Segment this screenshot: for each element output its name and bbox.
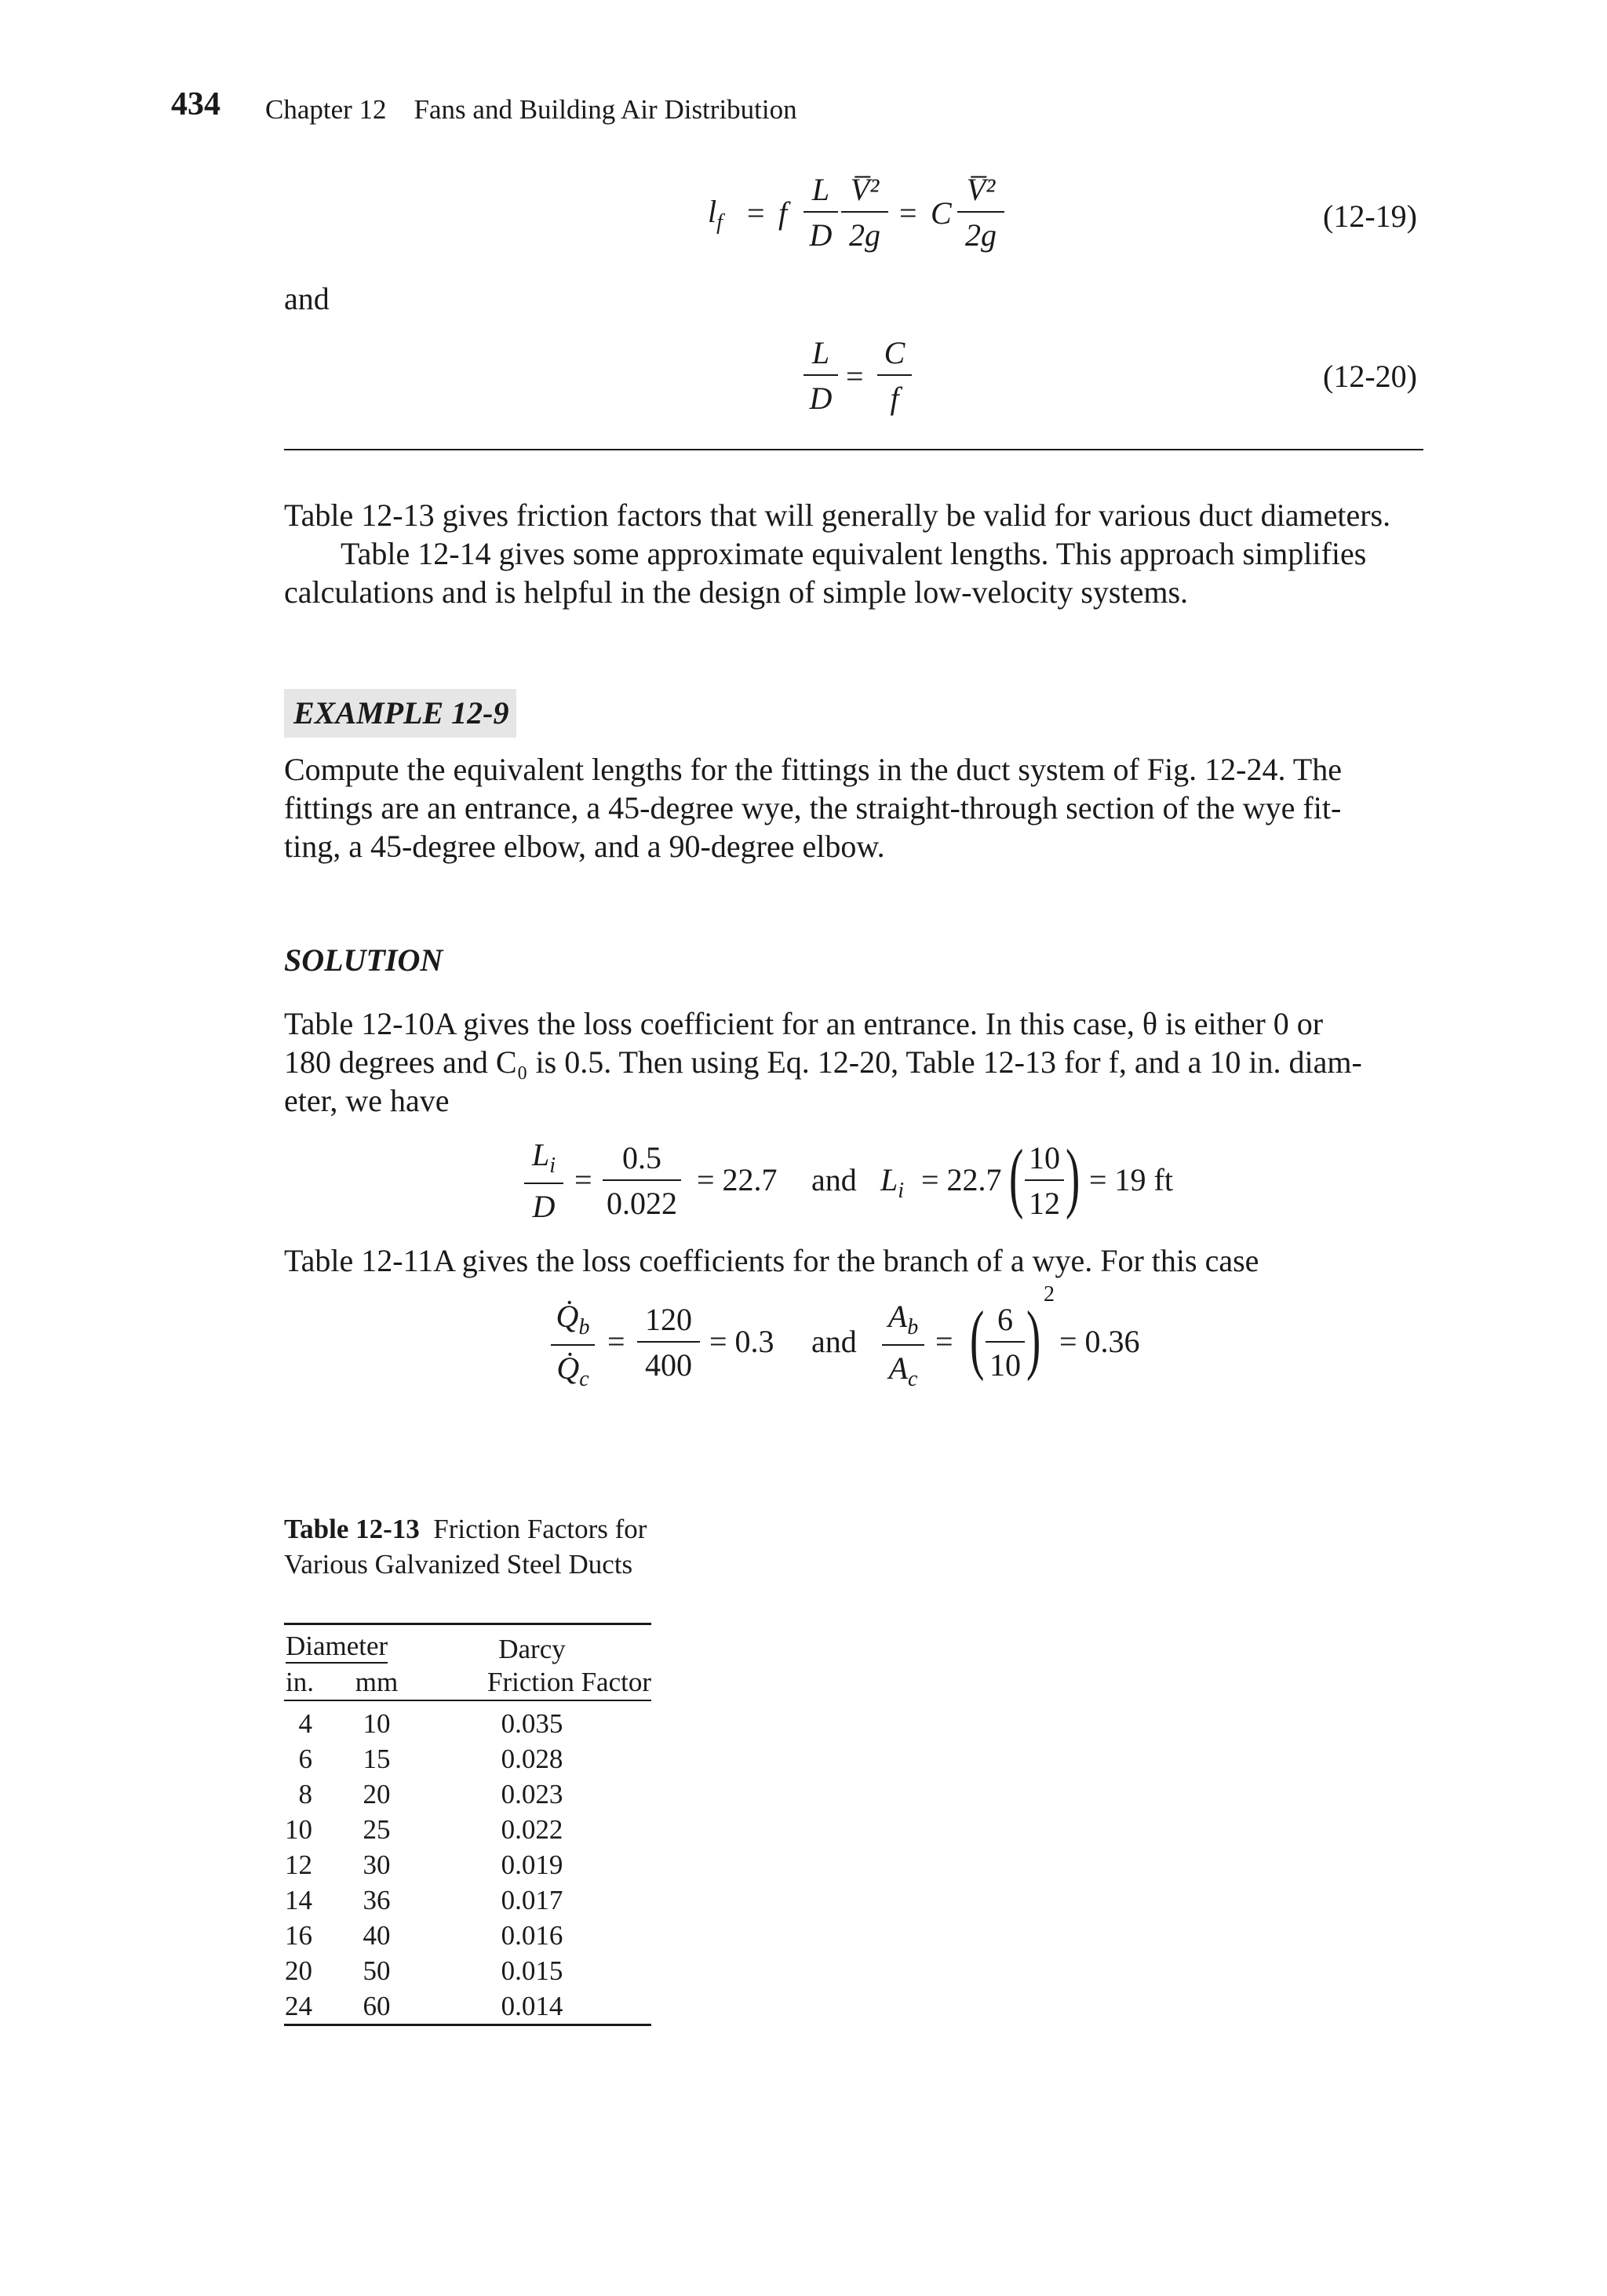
eq1-2g: 2g	[849, 217, 880, 253]
calc2-exponent: 2	[1044, 1282, 1055, 1307]
eq1-L: L	[811, 172, 830, 207]
calc2-Qb-Q: Q̇	[556, 1299, 579, 1334]
calc1-Li	[524, 1139, 563, 1177]
eq2-frac-LD	[804, 337, 838, 414]
calc1-bar1	[524, 1183, 563, 1184]
calc1-and: and	[811, 1162, 857, 1197]
calc2-Ab-sub: b	[907, 1315, 919, 1339]
cell-in: 12	[285, 1850, 312, 1880]
cell-mm: 50	[363, 1955, 391, 1986]
eq1-C: C	[931, 195, 952, 231]
eq2-frac-Cf	[877, 337, 912, 414]
calc2-den: 400	[645, 1347, 692, 1383]
solution-line1: Table 12-10A gives the loss coefficient for an entrance. In this case, θ is either 0 or	[284, 1006, 1324, 1041]
table-row	[284, 1953, 651, 1988]
friction-table-body	[284, 1624, 651, 2025]
eq1-lhs	[708, 196, 723, 234]
eq1-V2b: V̅²	[966, 172, 996, 207]
and-label: and	[284, 281, 330, 316]
eq1-V2: V̅²	[850, 172, 880, 207]
cell-friction-factor: 0.023	[501, 1779, 563, 1809]
calc1-frac-LiD	[524, 1139, 563, 1223]
cell-in: 4	[298, 1708, 312, 1739]
table-row	[284, 1988, 651, 2025]
eq-number-12-20: (12-20)	[1323, 359, 1417, 394]
table-row	[284, 1812, 651, 1847]
calc1-eq2: = 22.7	[921, 1162, 1002, 1197]
cell-mm: 36	[363, 1885, 391, 1915]
darcy-header: Darcy	[498, 1634, 566, 1664]
cell-friction-factor: 0.016	[501, 1920, 563, 1951]
calc1-equals: =	[574, 1162, 592, 1197]
cell-in: 10	[285, 1814, 312, 1845]
cell-in: 16	[285, 1920, 312, 1951]
calc2-Qc-sub: c	[579, 1367, 589, 1391]
cell-in: 6	[298, 1744, 312, 1774]
cell-mm: 15	[363, 1744, 391, 1774]
calc2-Ac-sub: c	[908, 1367, 918, 1391]
eq1-2g-b: 2g	[965, 217, 997, 253]
calc1-right-paren: )	[1066, 1133, 1080, 1220]
diameter-header-text: Diameter	[286, 1631, 388, 1664]
paragraph1-line3: calculations and is helpful in the design of simple low-velocity systems.	[284, 574, 1189, 610]
eq1-lhs-sub: f	[716, 210, 723, 235]
cell-friction-factor: 0.014	[413, 1988, 651, 2025]
solution-line4: Table 12-11A gives the loss coefficients for the branch of a wye. For this case	[284, 1243, 1259, 1278]
friction-factor-header: Friction Factor	[413, 1664, 651, 1700]
table-header-row-1	[284, 1628, 651, 1664]
table-row	[284, 1741, 651, 1777]
calc1-result: = 22.7	[697, 1162, 778, 1197]
calc1-Li-sub: i	[549, 1153, 556, 1178]
table-row	[284, 1882, 651, 1918]
calc2-Qb	[551, 1301, 595, 1339]
friction-factor-table	[284, 1623, 651, 2026]
cell-mm: 10	[363, 1708, 391, 1739]
col-in-header: in.	[284, 1664, 341, 1700]
cell-mm: 25	[363, 1814, 391, 1845]
col-mm-header: mm	[341, 1664, 413, 1700]
calc1-Li-L: L	[531, 1137, 550, 1172]
cell-in: 14	[285, 1885, 312, 1915]
calc1-bar2	[603, 1179, 681, 1181]
eq1-D: D	[809, 217, 833, 253]
calc1-Li-2	[880, 1164, 904, 1202]
cell-friction-factor: 0.022	[501, 1814, 563, 1845]
calc2-result: = 0.3	[709, 1324, 774, 1359]
example-label: EXAMPLE 12-9	[284, 689, 516, 738]
cell-mm: 30	[363, 1850, 391, 1880]
calc1-den2: 12	[1029, 1186, 1060, 1221]
example-line1: Compute the equivalent lengths for the fittings in the duct system of Fig. 12-24. The	[284, 752, 1342, 787]
cell-friction-factor: 0.035	[501, 1708, 563, 1739]
eq1-bar3	[957, 211, 1004, 213]
table-header-gap	[284, 1700, 651, 1706]
calc2-bar4	[986, 1341, 1025, 1343]
table-row	[284, 1918, 651, 1953]
calc2-and: and	[811, 1324, 857, 1359]
eq1-f: f	[778, 195, 788, 231]
eq2-f: f	[890, 381, 899, 416]
page-number: 434	[171, 86, 220, 122]
cell-mm: 40	[363, 1920, 391, 1951]
example-text	[284, 750, 1423, 866]
table-row	[284, 1706, 651, 1741]
calc2-num: 120	[645, 1302, 692, 1337]
eq2-L: L	[811, 335, 830, 370]
eq1-lhs-l: l	[708, 194, 717, 229]
calc2-Qc	[551, 1350, 595, 1391]
calc2-Ab	[882, 1301, 924, 1339]
calc2-left-paren: (	[970, 1295, 985, 1382]
solution-line3: eter, we have	[284, 1083, 450, 1118]
cell-friction-factor: 0.015	[501, 1955, 563, 1986]
paragraph-table-intro	[284, 496, 1423, 611]
calc1-den: 0.022	[607, 1186, 677, 1221]
table-row	[284, 1777, 651, 1812]
table-caption	[284, 1511, 653, 1582]
calc2-Qb-sub: b	[578, 1315, 590, 1339]
table-gap-cell	[284, 1700, 651, 1706]
calc2-bar3	[882, 1344, 924, 1346]
eq1-equals-2: =	[899, 195, 917, 231]
calc2-equals: =	[607, 1324, 625, 1359]
paragraph1-line1: Table 12-13 gives friction factors that will generally be valid for various duct diameters.	[284, 497, 1391, 533]
table-row	[284, 1847, 651, 1882]
calc1-L2-sub: i	[898, 1179, 905, 1203]
eq-number-12-19: (12-19)	[1323, 199, 1417, 234]
calc2-num2: 6	[997, 1302, 1013, 1337]
running-title: Chapter 12 Fans and Building Air Distribution	[265, 94, 797, 125]
cell-in: 20	[285, 1955, 312, 1986]
section-divider	[284, 449, 1423, 450]
solution-label: SOLUTION	[284, 942, 443, 978]
calc1-final: = 19 ft	[1089, 1162, 1173, 1197]
cell-in: 24	[284, 1988, 341, 2025]
calc2-eq2: =	[935, 1324, 953, 1359]
eq1-bar1	[804, 211, 838, 213]
calc2-frac-6-10	[986, 1304, 1025, 1381]
cell-mm: 60	[341, 1988, 413, 2025]
cell-mm: 20	[363, 1779, 391, 1809]
paragraph1-line2: Table 12-14 gives some approximate equivalent lengths. This approach simplifies	[341, 536, 1367, 571]
calc2-frac-values	[637, 1304, 700, 1381]
cell-friction-factor: 0.017	[501, 1885, 563, 1915]
calc2-bar1	[551, 1344, 595, 1346]
cell-friction-factor: 0.019	[501, 1850, 563, 1880]
cell-in: 8	[298, 1779, 312, 1809]
eq1-frac-LD	[804, 174, 838, 251]
table-header-row-2	[284, 1664, 651, 1700]
calc2-final: = 0.36	[1059, 1324, 1140, 1359]
calc2-frac-A	[882, 1301, 924, 1390]
calc1-bar3	[1025, 1179, 1064, 1181]
eq2-D: D	[809, 381, 833, 416]
example-line3: ting, a 45-degree elbow, and a 90-degree elbow.	[284, 829, 885, 864]
calc2-frac-Q	[551, 1301, 595, 1390]
eq2-bar2	[877, 374, 912, 376]
calc1-D: D	[532, 1189, 556, 1224]
calc1-L2: L	[880, 1162, 898, 1197]
solution-line2: 180 degrees and C₀ is 0.5. Then using Eq. 12-20, Table 12-13 for f, and a 10 in. diam-	[284, 1044, 1362, 1080]
calc1-num: 0.5	[622, 1140, 661, 1175]
calc2-Ac	[882, 1350, 924, 1391]
calc1-left-paren: (	[1009, 1133, 1024, 1220]
eq1-frac-V2g	[841, 174, 888, 251]
eq1-equals: =	[747, 195, 765, 231]
calc1-frac-10-12	[1025, 1140, 1064, 1221]
calc2-Ab-A: A	[887, 1299, 908, 1334]
eq2-bar1	[804, 374, 838, 376]
cell-friction-factor: 0.028	[501, 1744, 563, 1774]
solution-text	[284, 1004, 1423, 1120]
calc1-frac-values	[603, 1140, 681, 1221]
diameter-header	[284, 1628, 413, 1664]
calc2-right-paren: )	[1026, 1295, 1041, 1382]
eq2-equals: =	[846, 359, 864, 394]
calc2-den2: 10	[989, 1347, 1021, 1383]
calc2-bar2	[637, 1341, 700, 1343]
eq2-C: C	[884, 335, 906, 370]
eq1-bar2	[841, 211, 888, 213]
table-caption-number: Table 12-13	[284, 1514, 420, 1544]
eq1-frac-V2g-b	[957, 174, 1004, 251]
calc2-Qc-Q: Q̇	[556, 1350, 580, 1386]
example-line2: fittings are an entrance, a 45-degree wye, the straight-through section of the wye fit-	[284, 790, 1342, 825]
table-caption-text: Friction Factors for Various Galvanized Steel Ducts	[284, 1514, 647, 1580]
calc1-num2: 10	[1029, 1140, 1060, 1175]
calc2-Ac-A: A	[888, 1350, 908, 1386]
